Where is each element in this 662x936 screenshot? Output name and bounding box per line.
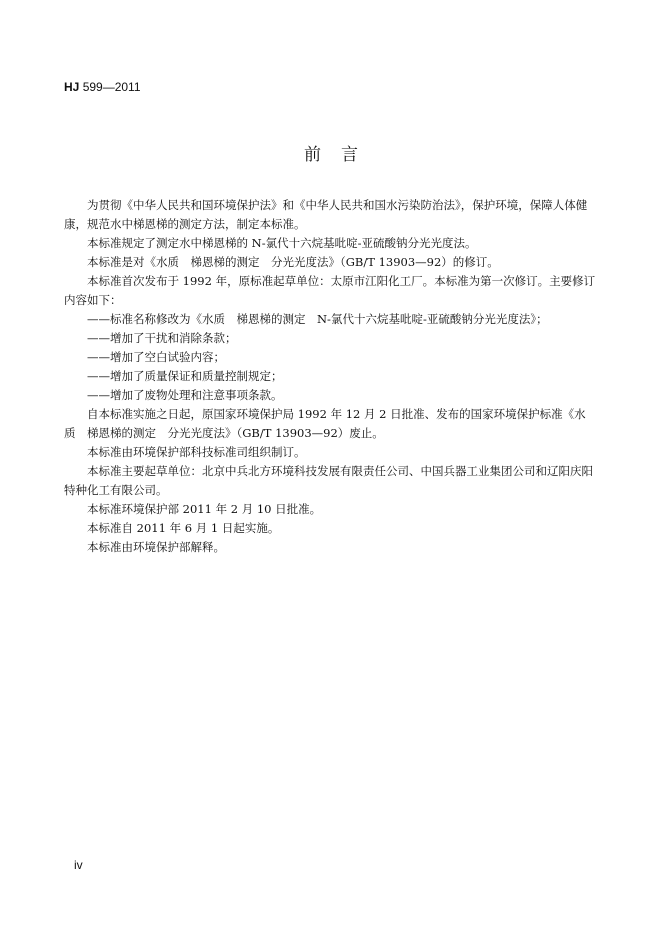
- page-title: 前言: [304, 145, 378, 165]
- paragraph-scope: 本标准规定了测定水中梯恩梯的 N-氯代十六烷基吡啶-亚硫酸钠分光光度法。: [87, 236, 477, 250]
- paragraph-drafters: 本标准主要起草单位：北京中兵北方环境科技发展有限责任公司、中国兵器工业集团公司和辽阳庆阳特种化工有限公司。: [64, 464, 593, 497]
- revision-item-blank-test: ——增加了空白试验内容；: [87, 350, 225, 364]
- revision-item-interference: ——增加了干扰和消除条款；: [87, 331, 237, 345]
- standard-code-header: [64, 80, 141, 94]
- paragraph-supersede: 自本标准实施之日起，原国家环境保护局 1992 年 12 月 2 日批准、发布的国家环境保护标准《水质 梯恩梯的测定 分光光度法》（GB/T 13903—92）废止。: [64, 407, 586, 440]
- paragraph-approval-date: 本标准环境保护部 2011 年 2 月 10 日批准。: [87, 502, 322, 516]
- revision-item-quality-control: ——增加了质量保证和质量控制规定；: [87, 369, 283, 383]
- foreword-body: [64, 196, 596, 557]
- standard-code-prefix: HJ: [64, 80, 80, 94]
- standard-code-number: 599—2011: [82, 80, 141, 94]
- paragraph-history: 本标准首次发布于 1992 年，原标准起草单位：太原市江阳化工厂。本标准为第一次修订。主要修订内容如下：: [64, 274, 596, 307]
- paragraph-effective-date: 本标准自 2011 年 6 月 1 日起实施。: [87, 521, 280, 535]
- revision-item-waste-disposal: ——增加了废物处理和注意事项条款。: [87, 388, 283, 402]
- paragraph-interpretation: 本标准由环境保护部解释。: [87, 540, 225, 554]
- paragraph-revision-of: 本标准是对《水质 梯恩梯的测定 分光光度法》（GB/T 13903—92）的修订。: [87, 255, 499, 269]
- paragraph-organizer: 本标准由环境保护部科技标准司组织制订。: [87, 445, 306, 459]
- revision-item-name-change: ——标准名称修改为《水质 梯恩梯的测定 N-氯代十六烷基吡啶-亚硫酸钠分光光度法》；: [87, 312, 548, 326]
- paragraph-purpose: 为贯彻《中华人民共和国环境保护法》和《中华人民共和国水污染防治法》，保护环境，保障人体健康，规范水中梯恩梯的测定方法，制定本标准。: [64, 198, 588, 231]
- page-number: iv: [74, 858, 83, 872]
